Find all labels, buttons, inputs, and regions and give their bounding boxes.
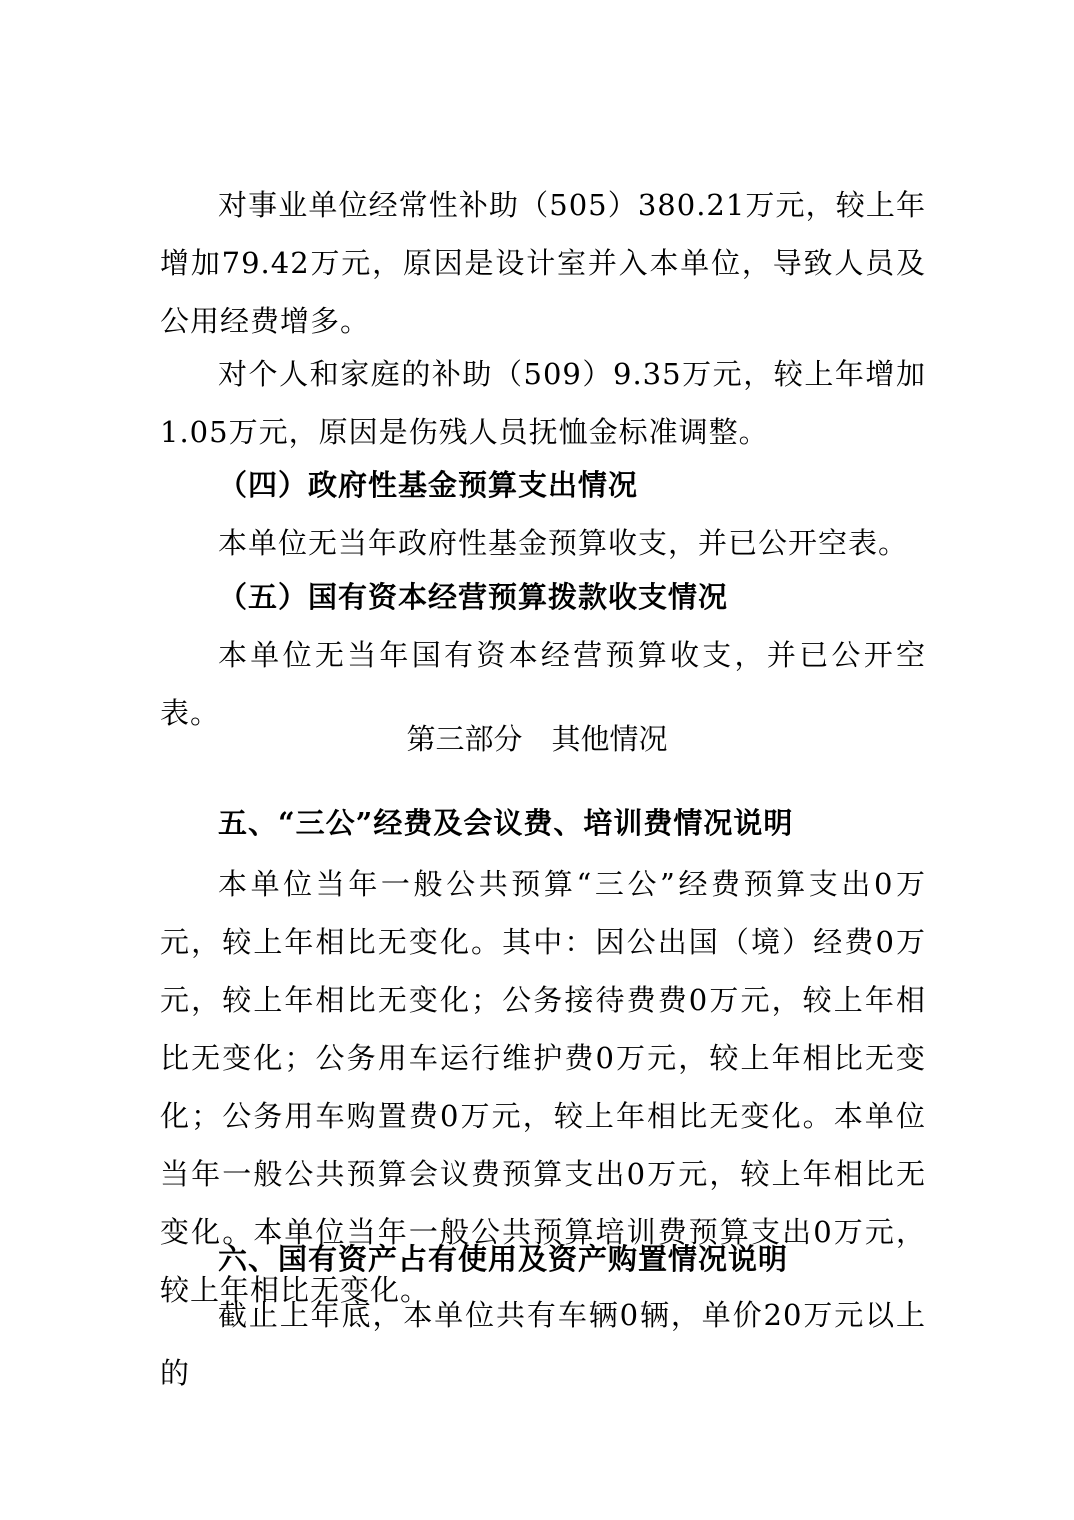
heading-state-assets: 六、国有资产占有使用及资产购置情况说明 xyxy=(218,1242,789,1276)
paragraph-government-fund-budget: 本单位无当年政府性基金预算收支，并已公开空表。 xyxy=(218,526,909,560)
paragraph-three-public-expenses: 本单位当年一般公共预算“三公”经费预算支出0万元，较上年相比无变化。其中：因公出国（境）经费0万元，较上年相比无变化；公务接待费费0万元，较上年相比无变化；公务用车运行维护费0万元，较上年相比无变化；公务用车购置费0万元，较上年相比无变化。本单位当年一般公共预算会议费预算支出0万元，较上年相比无变化。本单位当年一般公共预算培训费预算支出0万元，较上年相比无变化。 xyxy=(160,867,926,1307)
paragraph-subsidy-individuals: 对个人和家庭的补助（509）9.35万元，较上年增加1.05万元，原因是伤残人员抚恤金标准调整。 xyxy=(160,357,926,449)
paragraph-subsidy-public-institutions: 对事业单位经常性补助（505）380.21万元，较上年增加79.42万元，原因是设计室并入本单位，导致人员及公用经费增多。 xyxy=(160,188,926,338)
heading-government-fund-budget: （四）政府性基金预算支出情况 xyxy=(218,468,639,502)
paragraph-state-capital-budget: 本单位无当年国有资本经营预算收支，并已公开空表。 xyxy=(160,638,926,730)
part-title-other: 第三部分 其他情况 xyxy=(406,722,668,756)
heading-three-public-expenses: 五、“三公”经费及会议费、培训费情况说明 xyxy=(218,806,794,840)
paragraph-state-assets: 截止上年底，本单位共有车辆0辆，单价20万元以上的 xyxy=(160,1298,926,1390)
heading-state-capital-budget: （五）国有资本经营预算拨款收支情况 xyxy=(218,580,729,614)
